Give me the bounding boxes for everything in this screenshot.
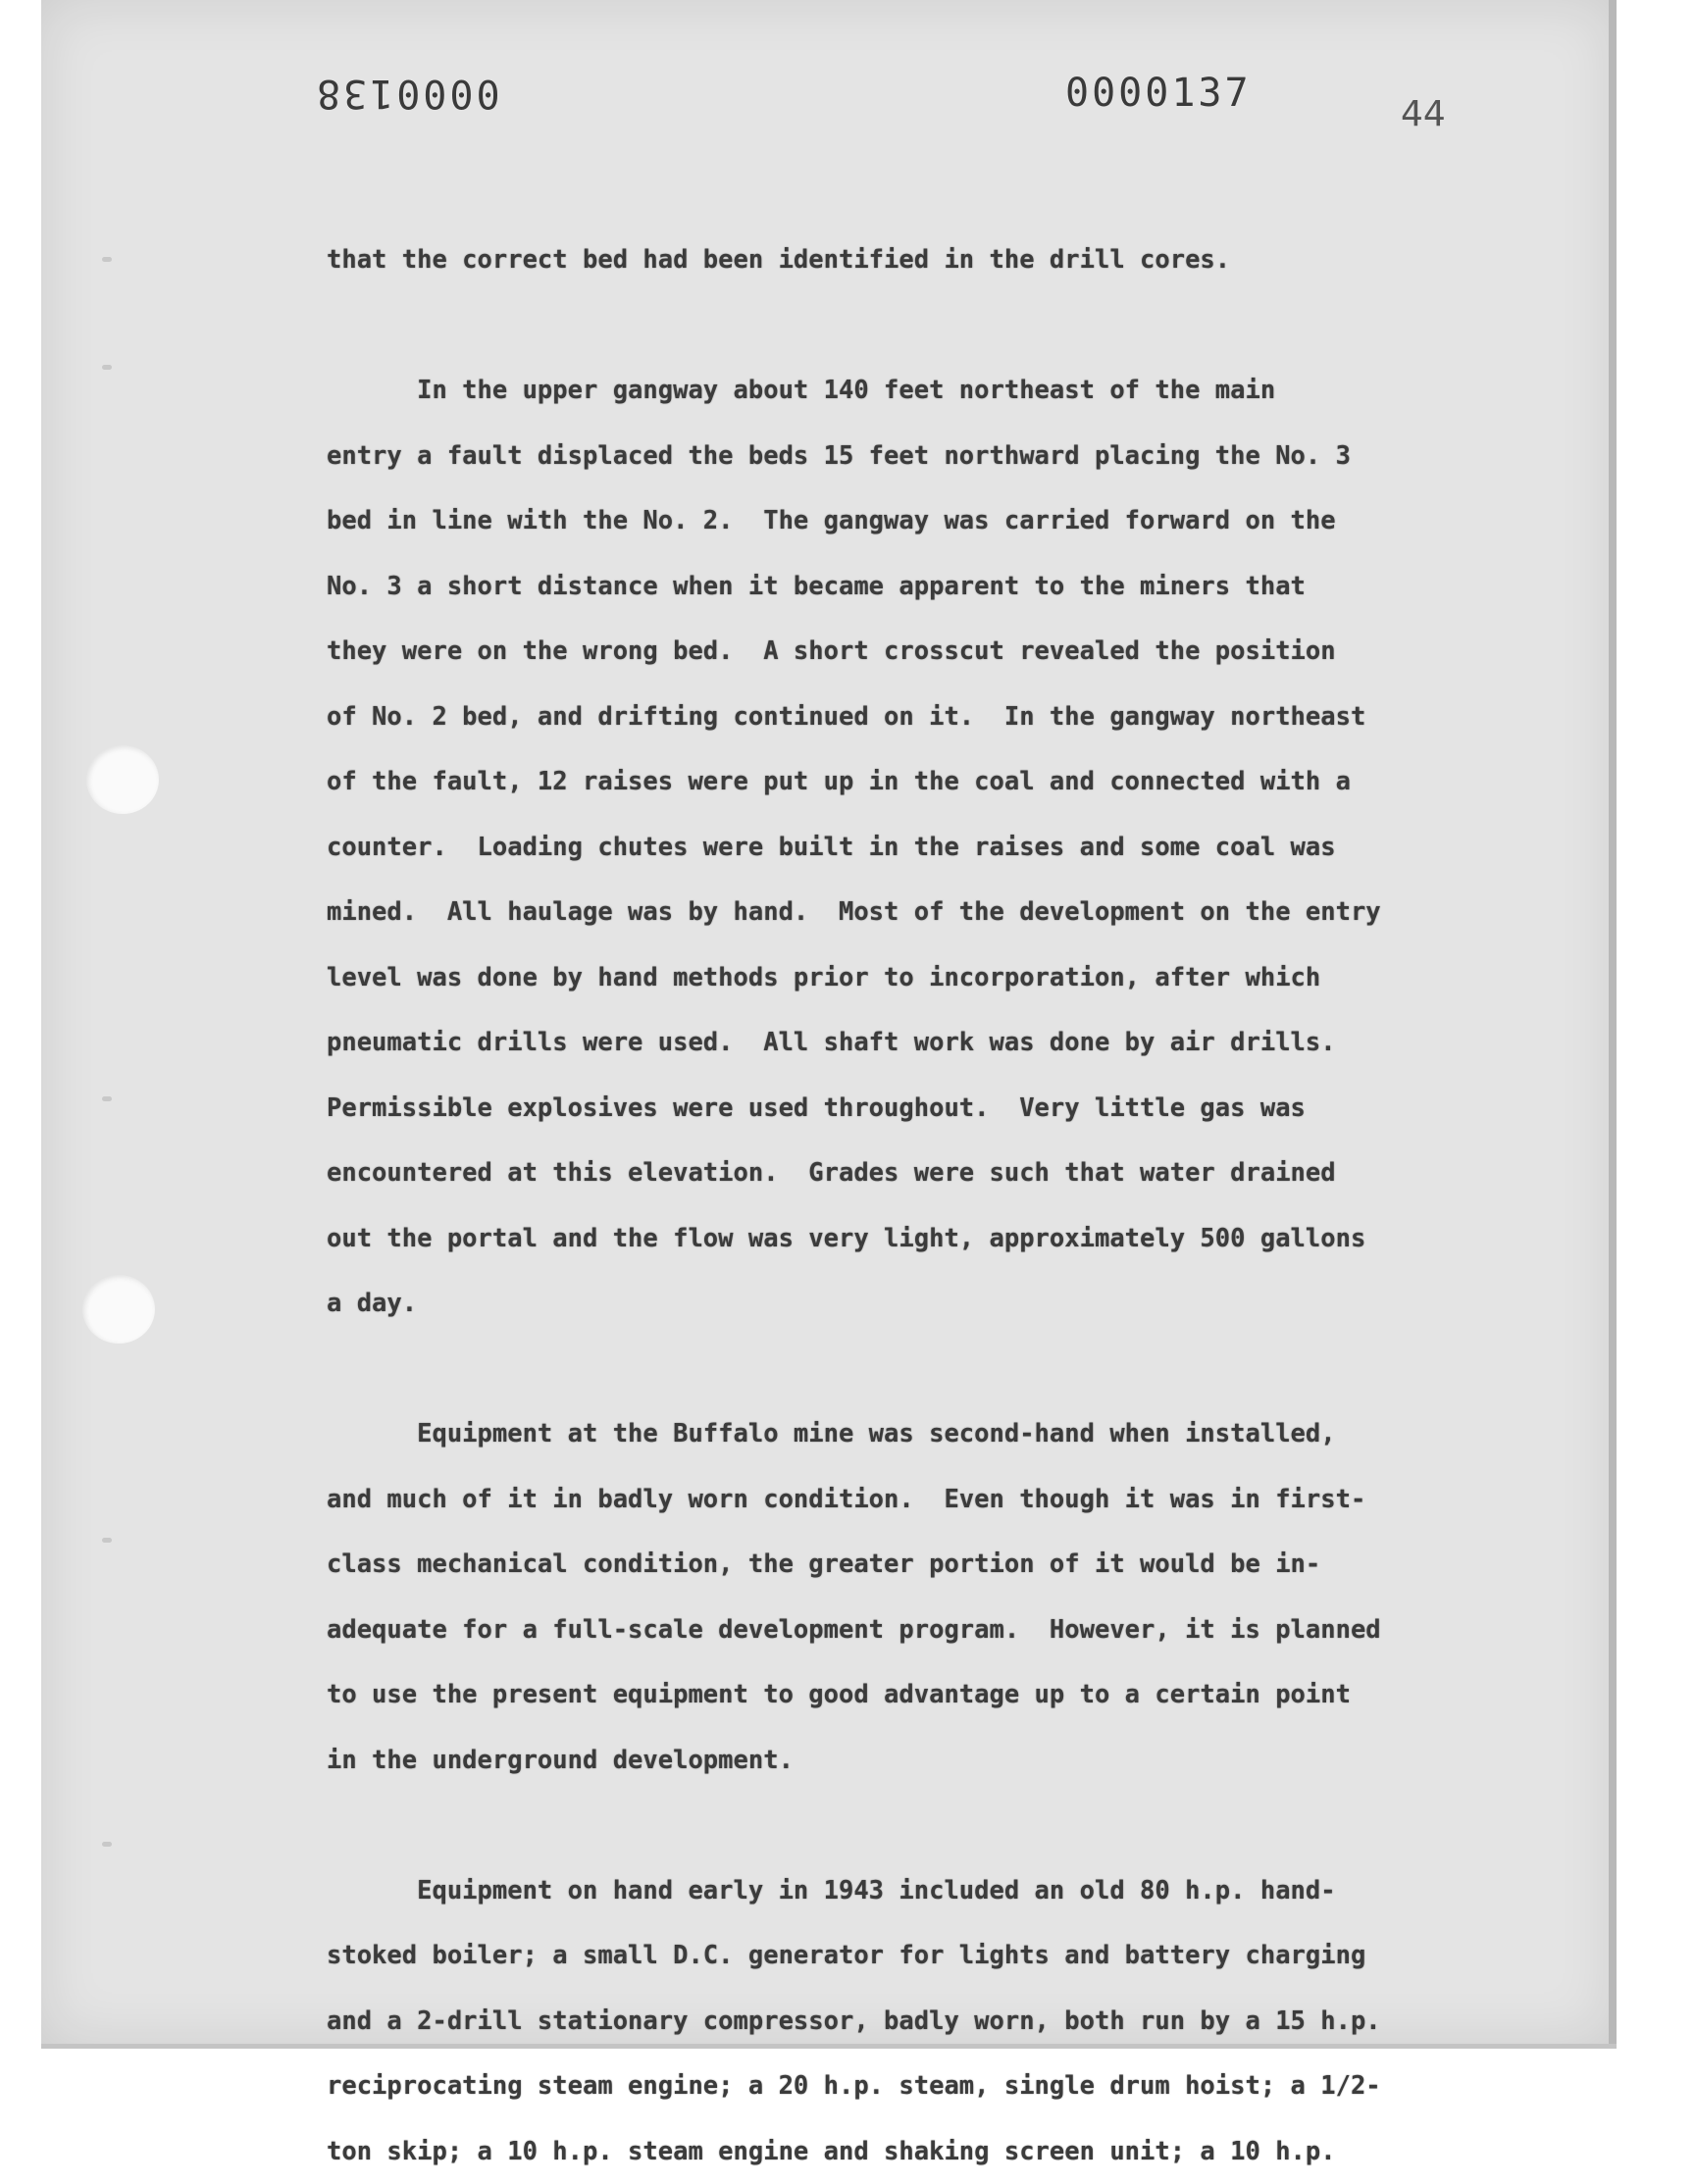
scan-speck xyxy=(102,1842,112,1847)
page-edge-shadow xyxy=(1609,0,1617,2044)
scan-speck xyxy=(102,1538,112,1543)
body-text: that the correct bed had been identified in the drill cores. In the upper gangway about 140 feet northeast of the main entry a fault displaced the beds 15 feet northward placing the No. 3 bed in line with the No. 2. The gangway was carried forward on the No. 3 a short distance when it became apparent to the miners that they were on the wrong bed. A short crosscut revealed the position of No. 2 bed, and drifting continued on it. In the gangway northeast of the fault, 12 raises were put up in the coal and connected with a counter. Loading chutes were built in the raises and some coal was mined. All haulage was by hand. Most of the development on the entry level was done by hand methods prior to incorporation, after which pneumatic drills were used. All shaft work was done by air drills. Permissible explosives were used throughout. Very little gas was encountered at this elevation. Grades were such that water drained out the portal and the flow was very light, approximately 500 gallons a day. Equipment at the Buffalo mine was second-hand when installed, and much of it in badly worn condition. Even though it was in first- class mechanical condition, the greater portion of it would be in- adequate for a full-scale development program. However, it is planned to use the present equipment to good advantage up to a certain point in the underground development. Equipment on hand early in 1943 included an old 80 h.p. hand- stoked boiler; a small D.C. generator for lights and battery charging and a 2-drill stationary compressor, badly worn, both run by a 15 h.p. reciprocating steam engine; a 20 h.p. steam, single drum hoist; a 1/2- ton skip; a 10 h.p. steam engine and shaking screen unit; a 10 h.p. xyxy=(327,245,1381,2166)
punch-hole xyxy=(86,745,159,814)
document-id: 0000137 xyxy=(1065,71,1252,116)
scan-speck xyxy=(102,257,112,262)
punch-hole xyxy=(82,1275,155,1344)
scan-speck xyxy=(102,1096,112,1101)
page-number: 44 xyxy=(1401,94,1446,134)
document-id-upside-down: 0000138 xyxy=(314,71,500,116)
scan-speck xyxy=(102,365,112,370)
